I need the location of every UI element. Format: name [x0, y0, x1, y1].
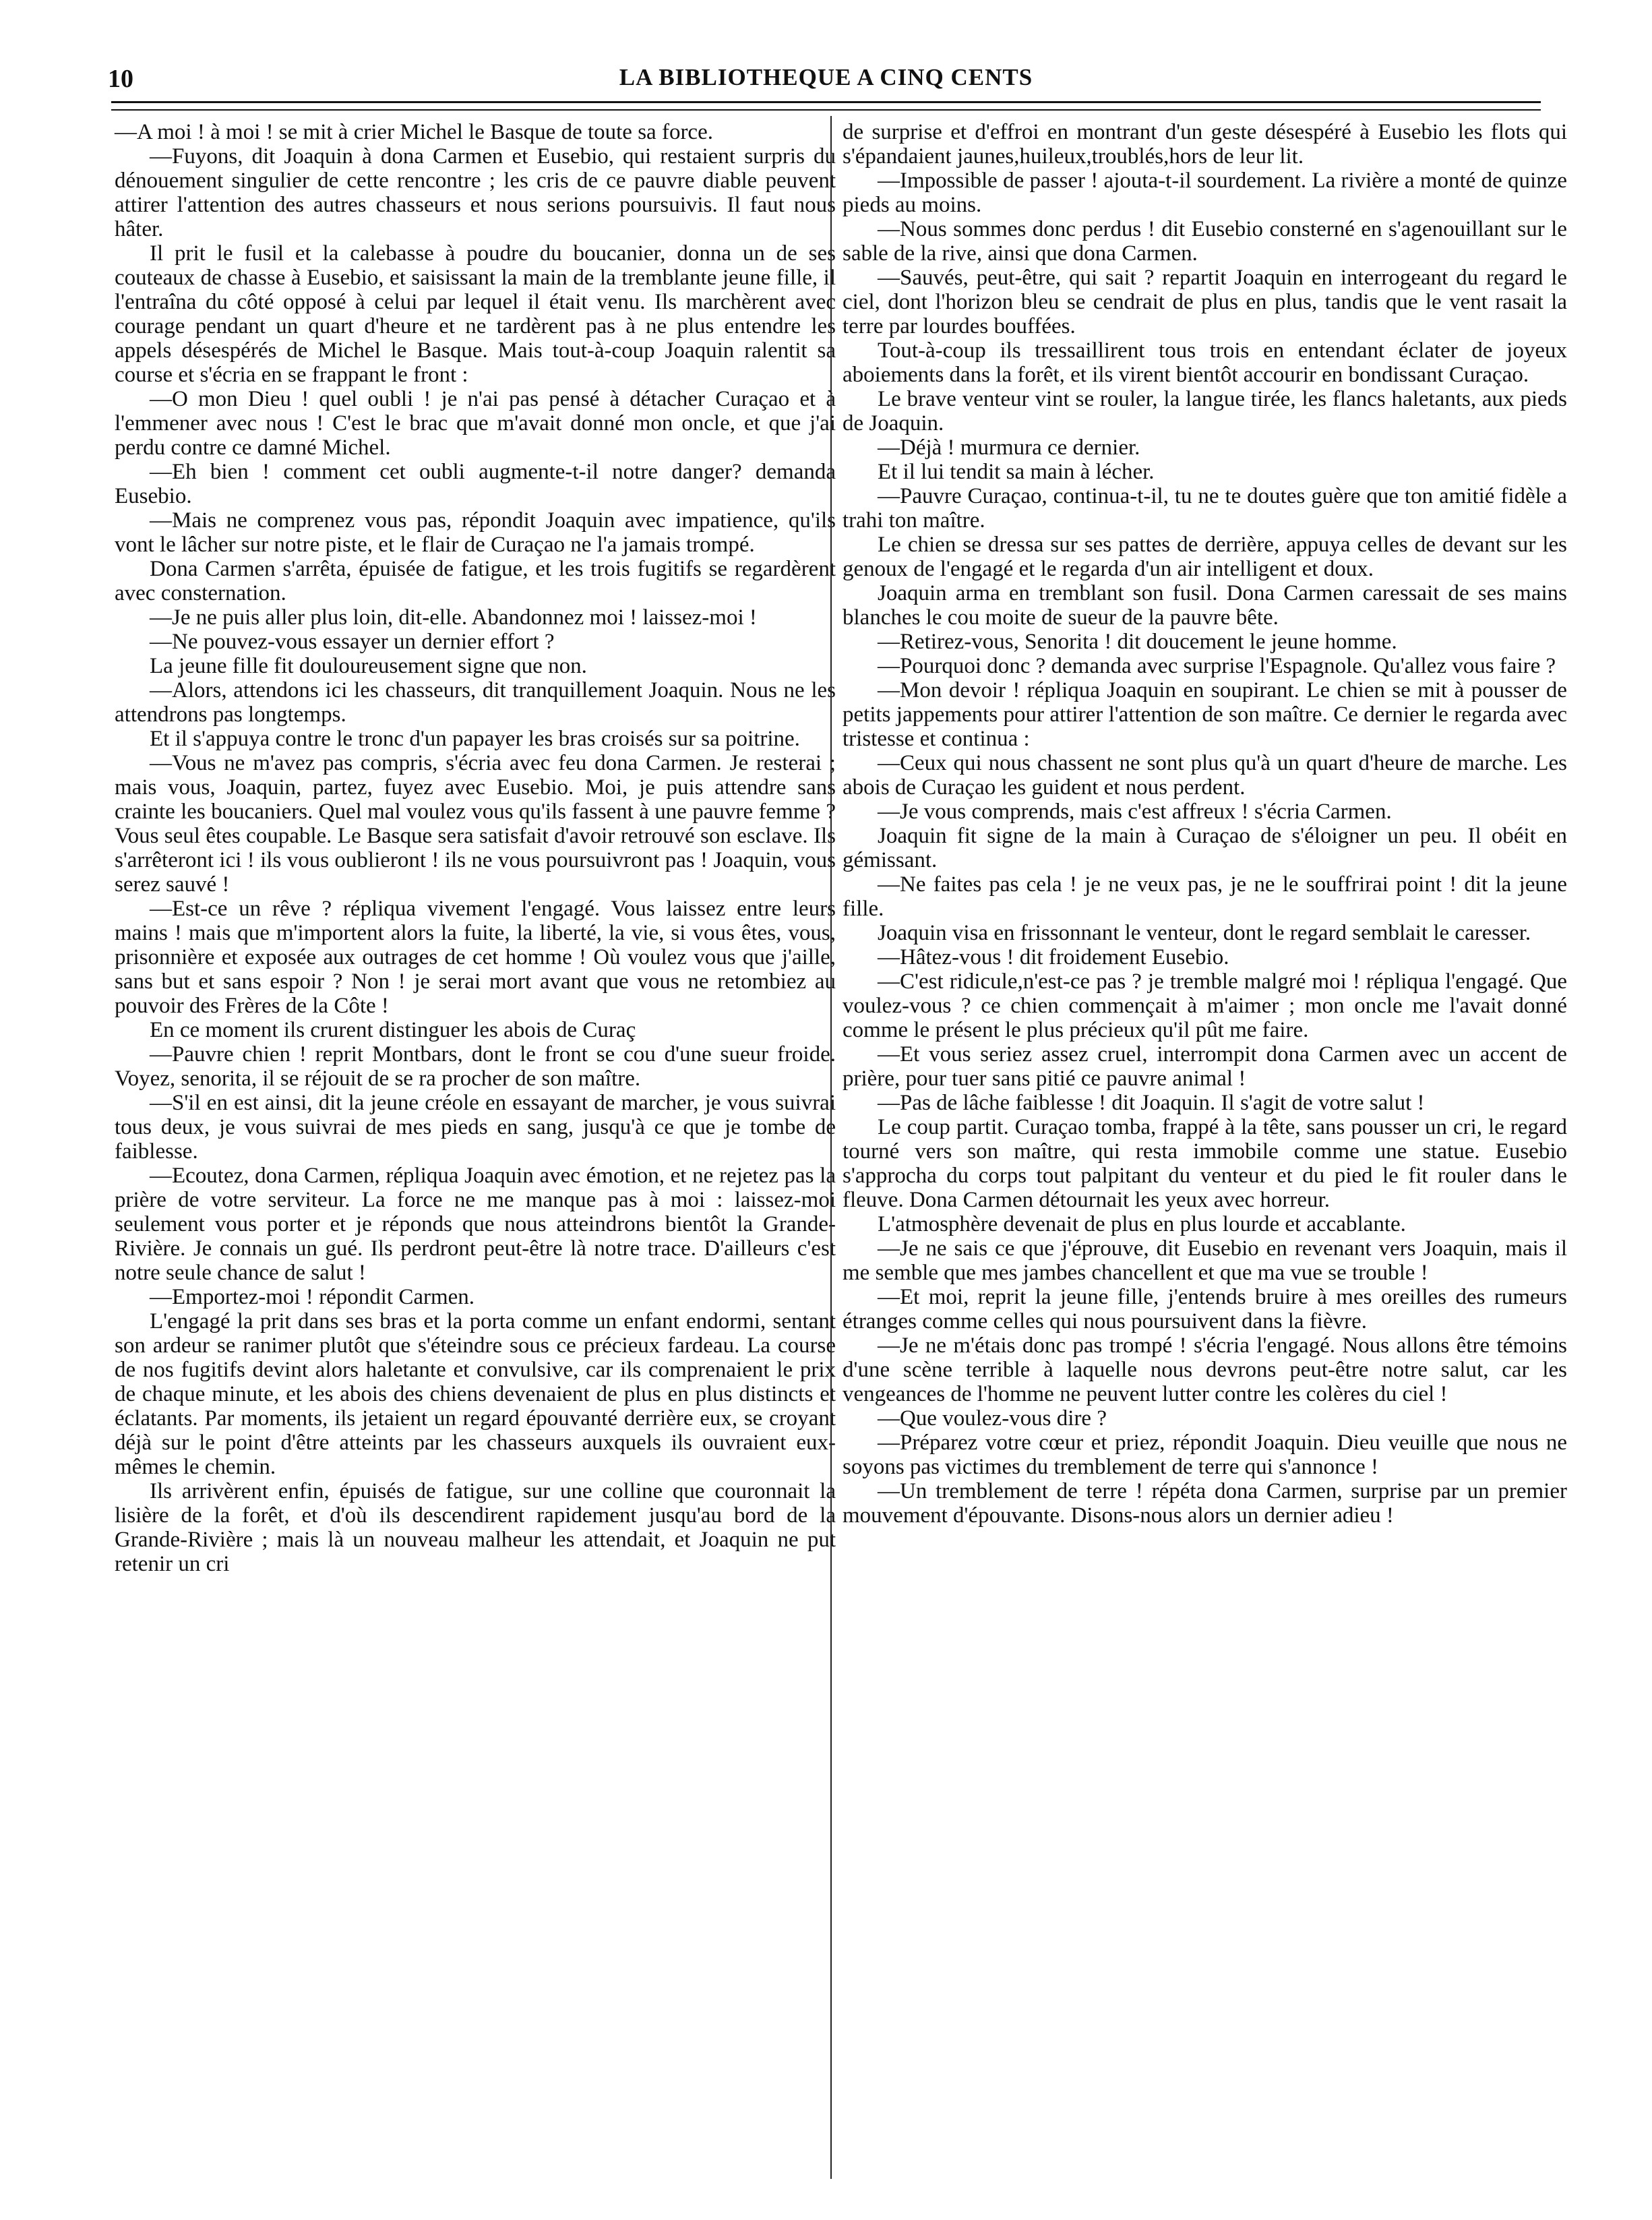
paragraph: —Eh bien ! comment cet oubli augmente-t-il notre danger? demanda Eusebio. — [115, 460, 836, 508]
paragraph: Il prit le fusil et la calebasse à poudre du boucanier, donna un de ses couteaux de chasse à Eusebio, et saisissant la main de la tremblante jeune fille, il l'entraîna du côté opposé à celui par lequel il était venu. Ils marchèrent avec courage pendant un quart d'heure et ne tardèrent pas à ne plus entendre les appels désespérés de Michel le Basque. Mais tout-à-coup Joaquin ralentit sa course et s'écria en se frappant le front : — [115, 241, 836, 387]
paragraph: Le coup partit. Curaçao tomba, frappé à la tête, sans pousser un cri, le regard tourné vers son maître, qui resta immobile comme une statue. Eusebio s'approcha du corps tout palpitant du venteur et du pied le fit rouler dans le fleuve. Dona Carmen détournait les yeux avec horreur. — [843, 1115, 1567, 1212]
paragraph: —Je ne m'étais donc pas trompé ! s'écria l'engagé. Nous allons être témoins d'une scène terrible à laquelle nous devrons peut-être notre salut, car les vengeances de l'homme ne peuvent lutter contre les colères du ciel ! — [843, 1333, 1567, 1406]
paragraph: —Nous sommes donc perdus ! dit Eusebio consterné en s'agenouillant sur le sable de la rive, ainsi que dona Carmen. — [843, 217, 1567, 266]
right-column — [843, 120, 1567, 1528]
paragraph: La jeune fille fit douloureusement signe que non. — [150, 654, 587, 678]
paragraph: —O mon Dieu ! quel oubli ! je n'ai pas pensé à détacher Curaçao et à l'emmener avec nous ! C'est le brac que m'avait donné mon oncle, et que j'ai perdu contre ce damné Michel. — [115, 387, 836, 460]
column-divider — [830, 116, 832, 2179]
paragraph: —Un tremblement de terre ! répéta dona Carmen, surprise par un premier mouvement d'épouvante. Disons-nous alors un dernier adieu ! — [843, 1479, 1567, 1528]
paragraph: —Ne faites pas cela ! je ne veux pas, je ne le souffrirai point ! dit la jeune fille. — [843, 872, 1567, 921]
left-column — [115, 120, 836, 1576]
page-number: 10 — [108, 65, 133, 93]
paragraph: —Sauvés, peut-être, qui sait ? repartit Joaquin en interrogeant du regard le ciel, dont l'horizon bleu se cendrait de plus en plus, tandis que le vent rasait la terre par lourdes bouffées. — [843, 266, 1567, 338]
paragraph: —Mon devoir ! répliqua Joaquin en soupirant. Le chien se mit à pousser de petits jappements pour attirer l'attention de son maître. Ce dernier le regarda avec tristesse et continua : — [843, 678, 1567, 751]
paragraph: Et il lui tendit sa main à lécher. — [878, 460, 1155, 484]
paragraph: —Que voulez-vous dire ? — [878, 1406, 1107, 1431]
paragraph: Dona Carmen s'arrêta, épuisée de fatigue, et les trois fugitifs se regardèrent avec consternation. — [115, 557, 836, 605]
paragraph: de surprise et d'effroi en montrant d'un geste désespéré à Eusebio les flots qui s'épandaient jaunes,huileux,troublés,hors de leur lit. — [843, 120, 1567, 169]
paragraph: —C'est ridicule,n'est-ce pas ? je tremble malgré moi ! répliqua l'engagé. Que voulez-vous ? ce chien commençait à m'aimer ; mon oncle me l'avait donné comme le présent le plus précieux qu'il pût me faire. — [843, 969, 1567, 1042]
paragraph: Le chien se dressa sur ses pattes de derrière, appuya celles de devant sur les genoux de l'engagé et le regarda d'un air intelligent et doux. — [843, 533, 1567, 581]
paragraph: —Ecoutez, dona Carmen, répliqua Joaquin avec émotion, et ne rejetez pas la prière de votre serviteur. La force ne me manque pas à moi : laissez-moi seulement vous porter et je réponds que nous atteindrons bientôt la Grande-Rivière. Je connais un gué. Ils perdront peut-être là notre trace. D'ailleurs c'est notre seule chance de salut ! — [115, 1164, 836, 1285]
paragraph: L'atmosphère devenait de plus en plus lourde et accablante. — [878, 1212, 1406, 1236]
paragraph: En ce moment ils crurent distinguer les abois de Curaç — [150, 1018, 636, 1042]
paragraph: —Mais ne comprenez vous pas, répondit Joaquin avec impatience, qu'ils vont le lâcher sur notre piste, et le flair de Curaçao ne l'a jamais trompé. — [115, 508, 836, 557]
paragraph: —Vous ne m'avez pas compris, s'écria avec feu dona Carmen. Je resterai ; mais vous, Joaquin, partez, fuyez avec Eusebio. Moi, je puis attendre sans crainte les boucaniers. Quel mal voulez vous qu'ils fassent à une pauvre femme ? Vous seul êtes coupable. Le Basque sera satisfait d'avoir retrouvé son esclave. Ils s'arrêteront ici ! ils vous oublieront ! ils ne vous poursuivront pas ! Joaquin, vous serez sauvé ! — [115, 751, 836, 897]
header-rule-bottom — [111, 109, 1541, 111]
paragraph: —Pauvre chien ! reprit Montbars, dont le front se cou d'une sueur froide. Voyez, senorita, il se réjouit de se ra procher de son maître. — [115, 1042, 836, 1091]
paragraph: Joaquin arma en tremblant son fusil. Dona Carmen caressait de ses mains blanches le cou moite de sueur de la pauvre bête. — [843, 581, 1567, 630]
paragraph: —Déjà ! murmura ce dernier. — [878, 436, 1140, 460]
paragraph: —Et moi, reprit la jeune fille, j'entends bruire à mes oreilles des rumeurs étranges comme celles qui nous poursuivent dans la fièvre. — [843, 1285, 1567, 1333]
paragraph: Joaquin fit signe de la main à Curaçao de s'éloigner un peu. Il obéit en gémissant. — [843, 824, 1567, 872]
header-rule-top — [111, 101, 1541, 103]
paragraph: —Est-ce un rêve ? répliqua vivement l'engagé. Vous laissez entre leurs mains ! mais que m'importent alors la fuite, la liberté, la vie, si vous êtes, vous, prisonnière et exposée aux outrages de cet homme ! Où voulez vous que j'aille, sans but et sans espoir ? Non ! je serai mort avant que vous ne retombiez au pouvoir des Frères de la Côte ! — [115, 897, 836, 1018]
paragraph: —Impossible de passer ! ajouta-t-il sourdement. La rivière a monté de quinze pieds au moins. — [843, 169, 1567, 217]
paragraph: —Retirez-vous, Senorita ! dit doucement le jeune homme. — [878, 630, 1397, 654]
paragraph: —Emportez-moi ! répondit Carmen. — [150, 1285, 475, 1309]
page-header — [108, 64, 1544, 99]
paragraph: —Et vous seriez assez cruel, interrompit dona Carmen avec un accent de prière, pour tuer sans pitié ce pauvre animal ! — [843, 1042, 1567, 1091]
paragraph: —S'il en est ainsi, dit la jeune créole en essayant de marcher, je vous suivrai tous deux, je vous suivrai de mes pieds en sang, jusqu'à ce que je tombe de faiblesse. — [115, 1091, 836, 1164]
running-title: LA BIBLIOTHEQUE A CINQ CENTS — [619, 64, 1033, 90]
paragraph: —Pauvre Curaçao, continua-t-il, tu ne te doutes guère que ton amitié fidèle a trahi ton maître. — [843, 484, 1567, 533]
paragraph: Tout-à-coup ils tressaillirent tous trois en entendant éclater de joyeux aboiements dans la forêt, et ils virent bientôt accourir en bondissant Curaçao. — [843, 338, 1567, 387]
paragraph: —Fuyons, dit Joaquin à dona Carmen et Eusebio, qui restaient surpris du dénouement singulier de cette rencontre ; les cris de ce pauvre diable peuvent attirer l'attention des autres chasseurs et nous serions poursuivis. Il faut nous hâter. — [115, 144, 836, 241]
paragraph: Et il s'appuya contre le tronc d'un papayer les bras croisés sur sa poitrine. — [150, 727, 800, 751]
paragraph: —Pourquoi donc ? demanda avec surprise l'Espagnole. Qu'allez vous faire ? — [878, 654, 1556, 678]
paragraph: —Je vous comprends, mais c'est affreux ! s'écria Carmen. — [878, 800, 1392, 824]
paragraph: Ils arrivèrent enfin, épuisés de fatigue, sur une colline que couronnait la lisière de la forêt, et d'où ils descendirent rapidement jusqu'au bord de la Grande-Rivière ; mais là un nouveau malheur les attendait, et Joaquin ne put retenir un cri — [115, 1479, 836, 1576]
paragraph: —Je ne sais ce que j'éprouve, dit Eusebio en revenant vers Joaquin, mais il me semble que mes jambes chancellent et que ma vue se trouble ! — [843, 1236, 1567, 1285]
paragraph: —Ceux qui nous chassent ne sont plus qu'à un quart d'heure de marche. Les abois de Curaçao les guident et nous perdent. — [843, 751, 1567, 800]
paragraph: —Je ne puis aller plus loin, dit-elle. Abandonnez moi ! laissez-moi ! — [150, 605, 757, 630]
paragraph: Le brave venteur vint se rouler, la langue tirée, les flancs haletants, aux pieds de Joaquin. — [843, 387, 1567, 436]
paragraph: Joaquin visa en frissonnant le venteur, dont le regard semblait le caresser. — [878, 921, 1531, 945]
paragraph: —Ne pouvez-vous essayer un dernier effort ? — [150, 630, 555, 654]
paragraph: —Alors, attendons ici les chasseurs, dit tranquillement Joaquin. Nous ne les attendrons pas longtemps. — [115, 678, 836, 727]
paragraph: —Pas de lâche faiblesse ! dit Joaquin. Il s'agit de votre salut ! — [878, 1091, 1425, 1115]
paragraph: —A moi ! à moi ! se mit à crier Michel le Basque de toute sa force. — [115, 120, 713, 144]
paragraph: —Préparez votre cœur et priez, répondit Joaquin. Dieu veuille que nous ne soyons pas victimes du tremblement de terre qui s'annonce ! — [843, 1431, 1567, 1479]
paragraph: —Hâtez-vous ! dit froidement Eusebio. — [878, 945, 1229, 969]
paragraph: L'engagé la prit dans ses bras et la porta comme un enfant endormi, sentant son ardeur se ranimer plutôt que s'éteindre sous ce précieux fardeau. La course de nos fugitifs devint alors haletante et convulsive, car ils comprenaient le prix de chaque minute, et les abois des chiens devenaient de plus en plus distincts et éclatants. Par moments, ils jetaient un regard épouvanté derrière eux, se croyant déjà sur le point d'être atteints par les chasseurs auxquels ils ouvraient eux-mêmes le chemin. — [115, 1309, 836, 1479]
